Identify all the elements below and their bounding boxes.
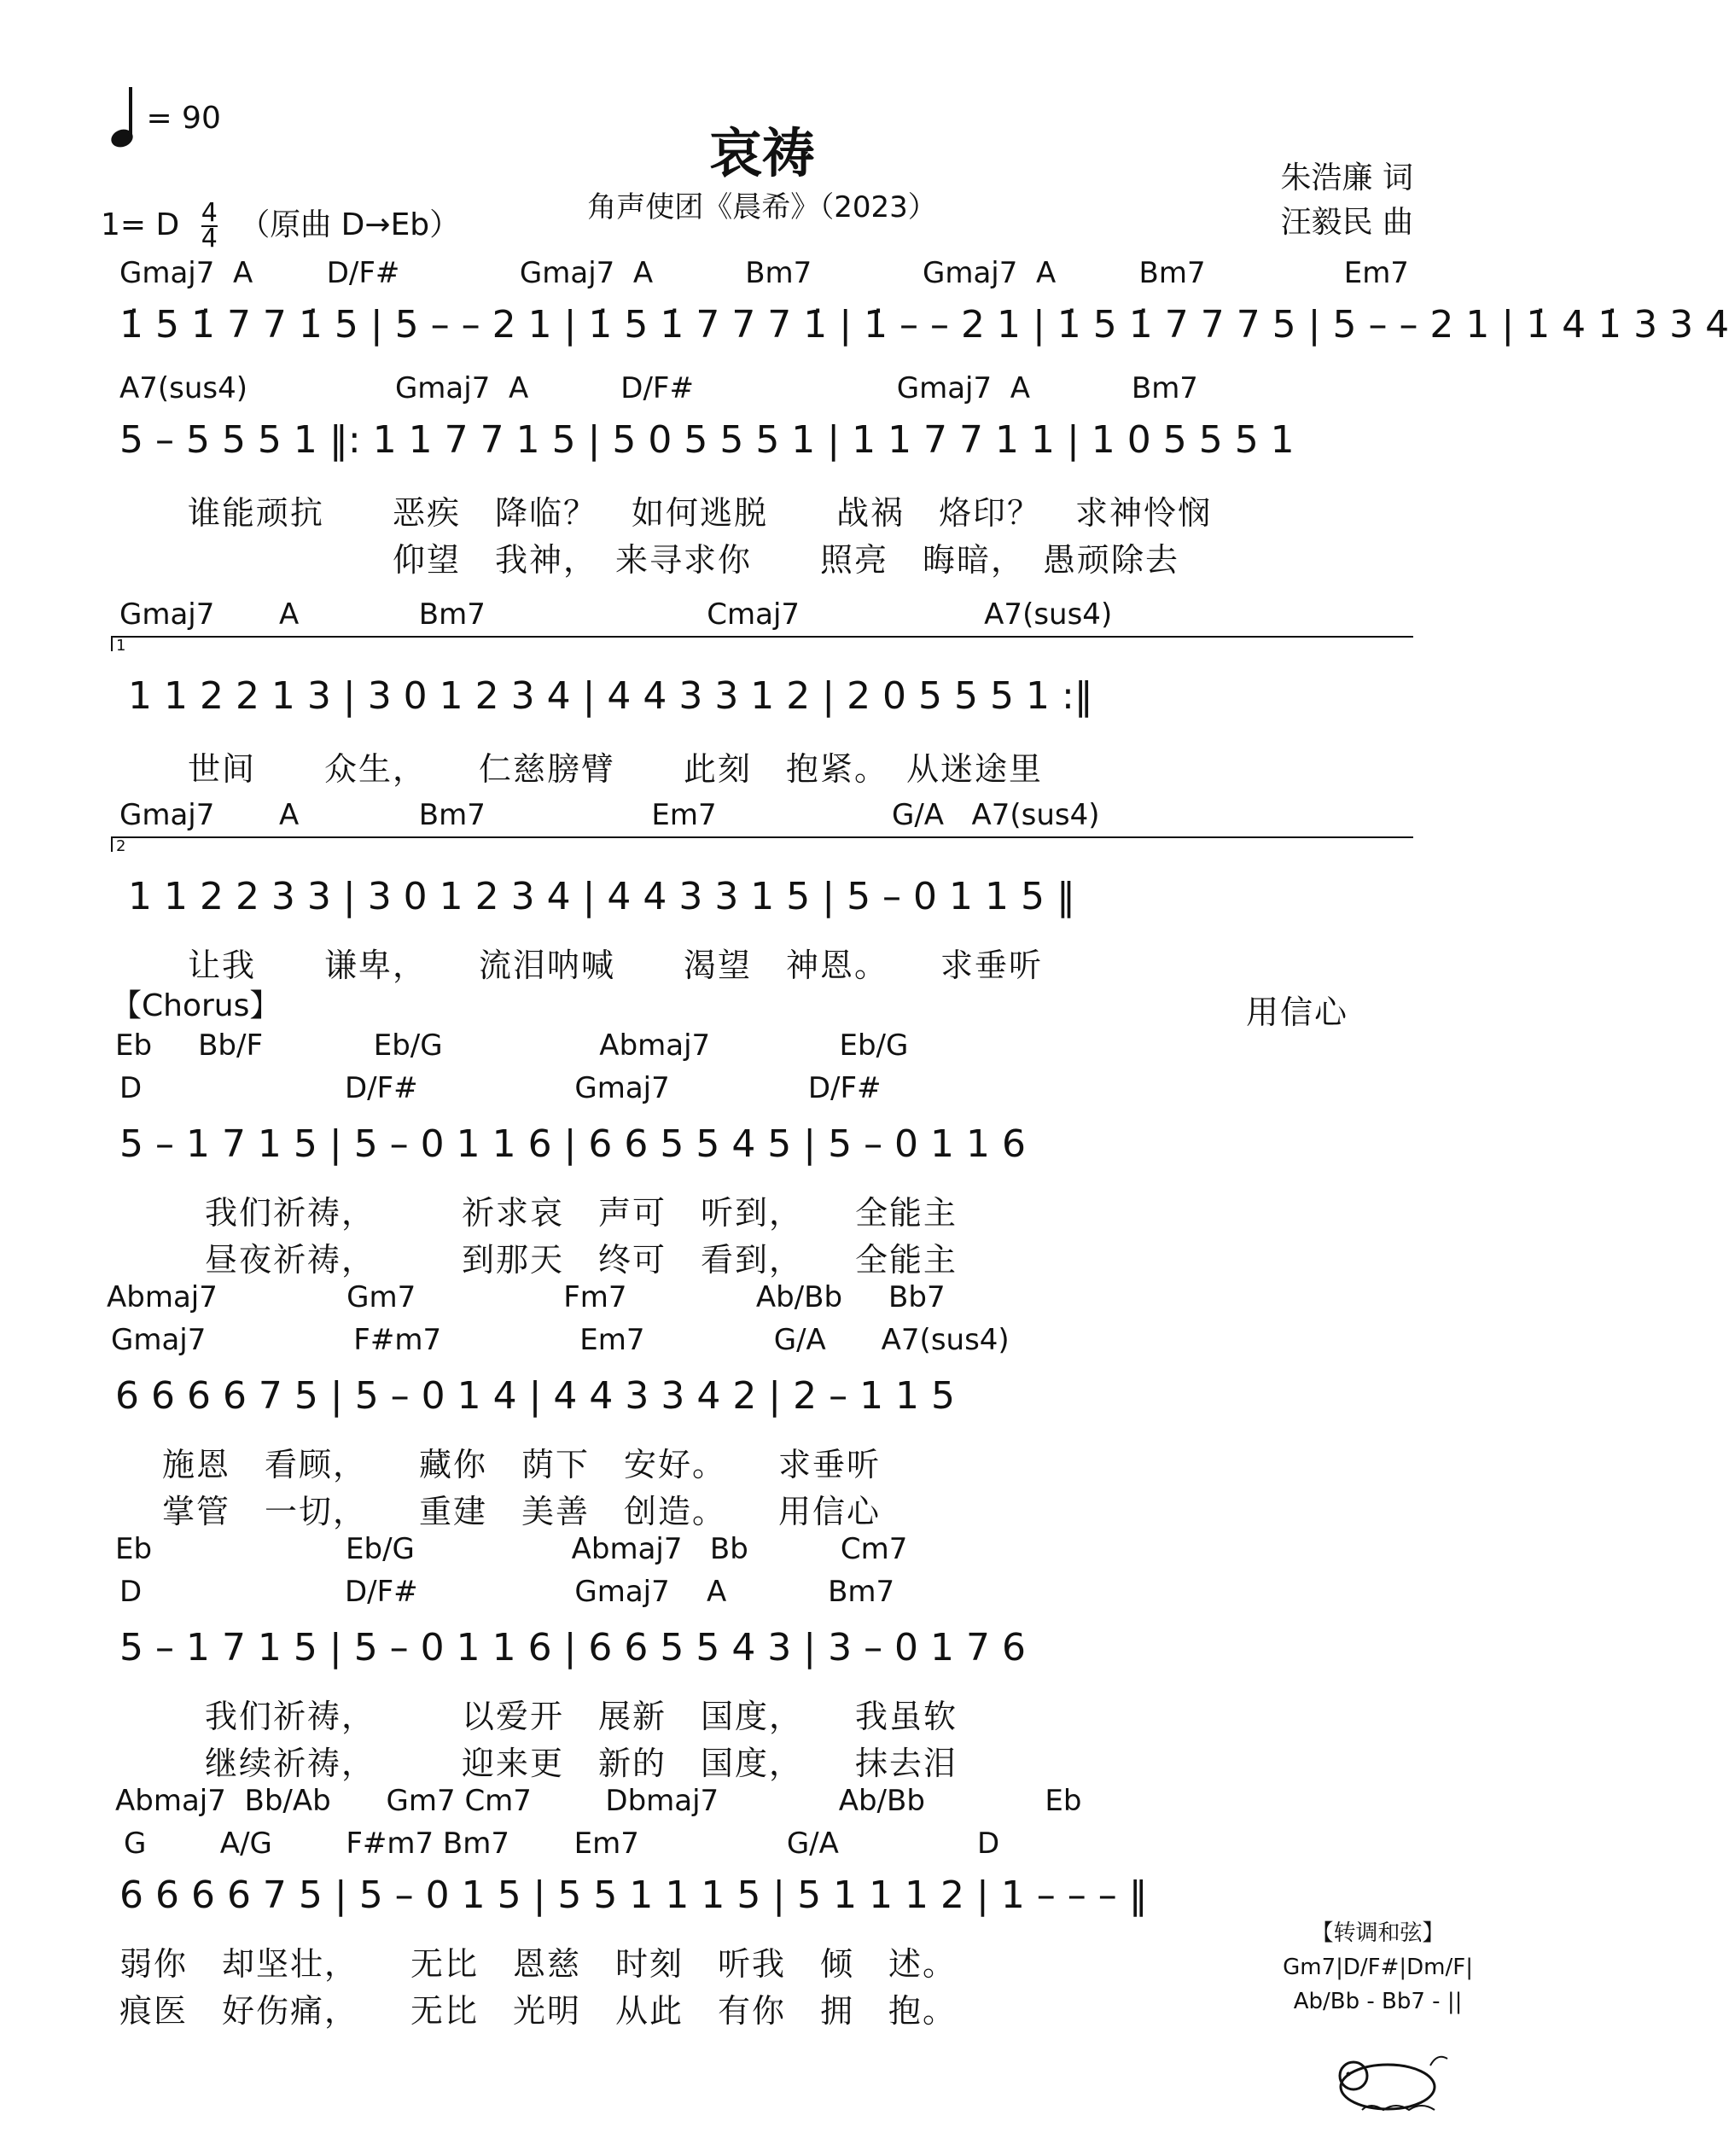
chord-line: Gmaj7 A Bm7 Cmaj7 A7(sus4)	[119, 597, 1113, 632]
modulation-title: 【转调和弦】	[1311, 1920, 1445, 1946]
chord-line: Gmaj7 A D/F# Gmaj7 A Bm7 Gmaj7 A Bm7 Em7	[119, 256, 1409, 290]
song-title: 哀祷	[708, 122, 815, 184]
chord-line: A7(sus4) Gmaj7 A D/F# Gmaj7 A Bm7	[119, 371, 1198, 405]
tempo-value: = 90	[146, 101, 221, 136]
lyric-line-1: 让我 谦卑， 流泪呐喊 渴望 神恩。 求垂听	[188, 947, 1044, 984]
lyric-line-2: 仰望 我神， 来寻求你 照亮 晦暗， 愚顽除去	[188, 541, 1180, 579]
chord-line: G A/G F#m7 Bm7 Em7 G/A D	[124, 1827, 1000, 1861]
time-top: 4	[201, 198, 218, 228]
notation-line: 5 – 1 7 1 5 | 5 – 0 1 1 6 | 6 6 5 5 4 3 | 3 – 0 1 7 6	[119, 1626, 1026, 1669]
chorus-label: 【Chorus】	[111, 988, 281, 1023]
composer-credit: 汪毅民 曲	[1280, 205, 1413, 240]
notation-line: 5 – 1 7 1 5 | 5 – 0 1 1 6 | 6 6 5 5 4 5 | 5 – 0 1 1 6	[119, 1122, 1026, 1166]
lyric-line-2: 继续祈祷， 迎来更 新的 国度， 抹去泪	[205, 1745, 958, 1782]
notation-line: 5 – 5 5 5 1 ‖: 1 1 7 7 1 5 | 5 0 5 5 5 1 | 1 1 7 7 1 1 | 1 0 5 5 5 1	[119, 418, 1295, 462]
lyric-line-2: 昼夜祈祷， 到那天 终可 看到， 全能主	[205, 1241, 958, 1279]
notation-line: 1 1 2 2 3 3 | 3 0 1 2 3 4 | 4 4 3 3 1 5 | 5 – 0 1 1 5 ‖	[128, 875, 1075, 918]
chord-line: Gmaj7 F#m7 Em7 G/A A7(sus4)	[111, 1323, 1010, 1357]
chord-line-transposed: Eb Bb/F Eb/G Abmaj7 Eb/G	[115, 1028, 909, 1063]
notation-line: 6 6 6 6 7 5 | 5 – 0 1 4 | 4 4 3 3 4 2 | 2 – 1 1 5	[115, 1374, 956, 1418]
lyricist-credit: 朱浩廉 词	[1280, 160, 1413, 195]
album-subtitle: 角声使团《晨希》（2023）	[587, 190, 937, 224]
lyric-line-1: 我们祈祷， 祈求哀 声可 听到， 全能主	[205, 1194, 958, 1232]
chord-line: D D/F# Gmaj7 D/F#	[119, 1071, 882, 1105]
lyric-line-2: 痕医 好伤痛， 无比 光明 从此 有你 拥 抱。	[119, 1992, 958, 2030]
notation-line: 1 1 2 2 1 3 | 3 0 1 2 3 4 | 4 4 3 3 1 2 | 2 0 5 5 5 1 :‖	[128, 674, 1093, 718]
time-signature	[201, 198, 218, 253]
sheep-logo-icon	[1328, 2040, 1456, 2117]
modulation-chords	[1283, 1916, 1473, 2019]
chord-line: D D/F# Gmaj7 A Bm7	[119, 1575, 895, 1609]
key-label: 1= D	[101, 207, 180, 242]
pickup-lyric: 用信心	[1246, 994, 1349, 1031]
modulation-line-2: Ab/Bb - Bb7 - ||	[1293, 1989, 1463, 2014]
chord-line-transposed: Eb Eb/G Abmaj7 Bb Cm7	[115, 1532, 908, 1566]
modulation-line-1: Gm7|D/F#|Dm/F|	[1283, 1955, 1473, 1980]
lyric-line-1: 弱你 却坚壮， 无比 恩慈 时刻 听我 倾 述。	[119, 1945, 958, 1983]
chord-line: Gmaj7 A Bm7 Em7 G/A A7(sus4)	[119, 798, 1100, 832]
volta-2: 2	[111, 836, 1413, 852]
notation-line: 6 6 6 6 7 5 | 5 – 0 1 5 | 5 5 1 1 1 5 | 5 1 1 1 2 | 1 – – – ‖	[119, 1873, 1148, 1917]
key-signature	[101, 198, 461, 253]
chord-line-transposed: Abmaj7 Bb/Ab Gm7 Cm7 Dbmaj7 Ab/Bb Eb	[115, 1784, 1082, 1818]
lyric-line-1: 谁能顽抗 恶疾 降临？ 如何逃脱 战祸 烙印？ 求神怜悯	[188, 494, 1213, 532]
notation-line: 1̇ 5 1̇ 7 7 1̇ 5 | 5 – – 2 1 | 1̇ 5 1̇ 7 7 7 1̇ | 1̇ – – 2 1 | 1̇ 5 1̇ 7 7 7 5 | 5 – – 2 1 | 1̇ 4 1̇ 3 3 4	[119, 303, 1729, 347]
lyric-line-2: 掌管 一切， 重建 美善 创造。 用信心	[162, 1493, 882, 1530]
time-bottom: 4	[201, 224, 218, 253]
volta-1: 1	[111, 636, 1413, 651]
key-note: （原曲 D→Eb）	[239, 207, 461, 242]
lyric-line-1: 我们祈祷， 以爱开 展新 国度， 我虽软	[205, 1698, 958, 1735]
lyric-line-1: 施恩 看顾， 藏你 荫下 安好。 求垂听	[162, 1446, 882, 1483]
chord-line-transposed: Abmaj7 Gm7 Fm7 Ab/Bb Bb7	[107, 1280, 946, 1314]
lyric-line-1: 世间 众生， 仁慈膀臂 此刻 抱紧。 从迷途里	[188, 750, 1044, 788]
